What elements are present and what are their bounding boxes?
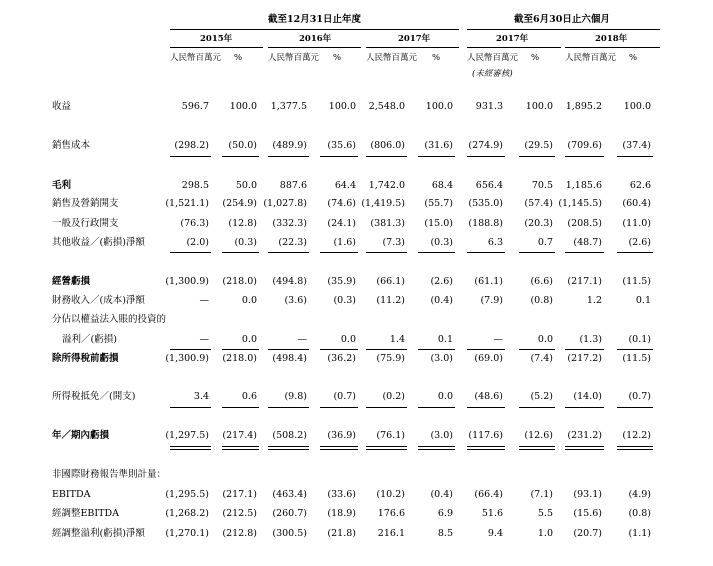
cell-r7-c1: 0.0 (241, 295, 257, 306)
cell-r9-c6: (69.0) (474, 353, 503, 364)
rule-after-other-3 (320, 252, 358, 253)
cell-r9-c2: (498.4) (272, 353, 307, 364)
col-amount-5: 人民幣百萬元 (565, 53, 617, 63)
rule-after-cost-7 (519, 156, 555, 157)
rule-double-top-0 (170, 446, 211, 447)
rule-after-cost-5 (418, 156, 455, 157)
year-rule-5 (565, 47, 660, 48)
cell-r13-c6: (66.4) (474, 489, 503, 500)
cell-r7-c9: 0.1 (635, 295, 651, 306)
year-rule-2 (268, 47, 361, 48)
cell-r1-c6: (274.9) (468, 140, 503, 151)
cell-r14-c0: (1,268.2) (165, 508, 209, 519)
row-label-adjusted-net: 經調整溢利(虧損)淨額 (52, 528, 145, 539)
rule-after-tax-4 (366, 407, 407, 408)
cell-r1-c9: (37.4) (622, 140, 651, 151)
cell-r8-c9: (0.1) (628, 334, 651, 345)
cell-r7-c2: (3.6) (284, 295, 307, 306)
year-header-2: 2016年 (299, 34, 332, 44)
cell-r11-c3: (36.9) (327, 430, 356, 441)
cell-r8-c2: — (297, 334, 307, 345)
rule-double-bottom-7 (519, 449, 555, 450)
cell-r15-c7: 1.0 (537, 528, 553, 539)
cell-r0-c7: 100.0 (525, 101, 553, 112)
cell-r15-c2: (300.5) (272, 528, 307, 539)
cell-r11-c2: (508.2) (272, 430, 307, 441)
cell-r14-c8: (15.6) (573, 508, 602, 519)
cell-r15-c1: (212.8) (222, 528, 257, 539)
cell-r8-c1: 0.0 (241, 334, 257, 345)
cell-r5-c8: (48.7) (573, 237, 602, 248)
col-pct-5: % (629, 53, 638, 63)
rule-after-share-9 (617, 349, 653, 350)
rule-after-cost-9 (617, 156, 653, 157)
cell-r2-c2: 887.6 (279, 180, 307, 191)
rule-after-share-8 (565, 349, 604, 350)
cell-r5-c9: (2.6) (628, 237, 651, 248)
rule-double-top-3 (320, 446, 358, 447)
cell-r14-c2: (260.7) (272, 508, 307, 519)
cell-r11-c6: (117.6) (468, 430, 503, 441)
cell-r1-c7: (29.5) (524, 140, 553, 151)
rule-after-tax-2 (268, 407, 309, 408)
cell-r9-c7: (7.4) (530, 353, 553, 364)
cell-r7-c7: (0.8) (530, 295, 553, 306)
cell-r15-c6: 9.4 (487, 528, 503, 539)
col-amount-4: 人民幣百萬元 (467, 53, 519, 63)
cell-r10-c3: (0.7) (333, 391, 356, 402)
cell-r15-c9: (1.1) (628, 528, 651, 539)
rule-double-bottom-6 (467, 449, 505, 450)
rule-after-cost-0 (170, 156, 211, 157)
row-label-finance-net: 財務收入／(成本)淨額 (52, 295, 145, 306)
col-amount-3: 人民幣百萬元 (366, 53, 418, 63)
cell-r14-c4: 176.6 (377, 508, 405, 519)
cell-r3-c2: (1,027.8) (263, 198, 307, 209)
year-header-5: 2018年 (595, 34, 628, 44)
cell-r0-c1: 100.0 (229, 101, 257, 112)
cell-r3-c1: (254.9) (222, 198, 257, 209)
rule-after-share-5 (418, 349, 455, 350)
rule-double-top-2 (268, 446, 309, 447)
cell-r6-c4: (66.1) (376, 276, 405, 287)
rule-double-top-5 (418, 446, 455, 447)
col-amount-1: 人民幣百萬元 (170, 53, 222, 63)
cell-r13-c2: (463.4) (272, 489, 307, 500)
cell-r3-c4: (1,419.5) (361, 198, 405, 209)
cell-r6-c6: (61.1) (474, 276, 503, 287)
col-pct-3: % (432, 53, 441, 63)
cell-r9-c8: (217.2) (567, 353, 602, 364)
cell-r1-c4: (806.0) (370, 140, 405, 151)
cell-r10-c0: 3.4 (193, 391, 209, 402)
year-rule-1 (170, 47, 263, 48)
rule-after-tax-9 (617, 407, 653, 408)
cell-r11-c0: (1,297.5) (165, 430, 209, 441)
rule-after-other-6 (467, 252, 505, 253)
cell-r8-c5: 0.1 (437, 334, 453, 345)
row-label-admin-expenses: 一般及行政開支 (52, 218, 119, 229)
header-group-annual: 截至12月31日止年度 (268, 14, 361, 25)
rule-after-tax-1 (222, 407, 259, 408)
cell-r9-c9: (11.5) (622, 353, 651, 364)
cell-r14-c1: (212.5) (222, 508, 257, 519)
header-rule-interim (467, 29, 660, 30)
col-amount-2: 人民幣百萬元 (268, 53, 320, 63)
rule-after-cost-8 (565, 156, 604, 157)
cell-r9-c5: (3.0) (430, 353, 453, 364)
year-header-4: 2017年 (496, 34, 529, 44)
cell-r3-c8: (1,145.5) (558, 198, 602, 209)
rule-after-share-0 (170, 349, 211, 350)
row-label-share-of-investments: 分佔以權益法入賬的投資的 (52, 314, 167, 325)
rule-after-share-4 (366, 349, 407, 350)
row-label-period-loss: 年／期內虧損 (52, 430, 110, 441)
cell-r6-c0: (1,300.9) (165, 276, 209, 287)
rule-double-top-6 (467, 446, 505, 447)
cell-r13-c9: (4.9) (628, 489, 651, 500)
cell-r8-c8: (1.3) (579, 334, 602, 345)
rule-after-other-4 (366, 252, 407, 253)
cell-r3-c3: (74.6) (327, 198, 356, 209)
cell-r10-c8: (14.0) (573, 391, 602, 402)
cell-r7-c3: (0.3) (333, 295, 356, 306)
cell-r9-c1: (218.0) (222, 353, 257, 364)
cell-r2-c0: 298.5 (181, 180, 209, 191)
cell-r10-c1: 0.6 (241, 391, 257, 402)
cell-r6-c5: (2.6) (430, 276, 453, 287)
cell-r11-c5: (3.0) (430, 430, 453, 441)
cell-r5-c4: (7.3) (382, 237, 405, 248)
cell-r1-c8: (709.6) (567, 140, 602, 151)
row-label-operating-loss: 經營虧損 (52, 276, 91, 287)
year-rule-3 (366, 47, 459, 48)
col-pct-2: % (333, 53, 342, 63)
row-label-other-gains: 其他收益／(虧損)淨額 (52, 237, 145, 248)
cell-r4-c0: (76.3) (180, 218, 209, 229)
cell-r6-c3: (35.9) (327, 276, 356, 287)
cell-r7-c5: (0.4) (430, 295, 453, 306)
rule-after-cost-2 (268, 156, 309, 157)
cell-r6-c2: (494.8) (272, 276, 307, 287)
cell-r7-c6: (7.9) (480, 295, 503, 306)
rule-double-top-7 (519, 446, 555, 447)
cell-r15-c0: (1,270.1) (165, 528, 209, 539)
cell-r0-c8: 1,895.2 (565, 101, 602, 112)
cell-r5-c7: 0.7 (537, 237, 553, 248)
cell-r14-c6: 51.6 (481, 508, 503, 519)
cell-r5-c5: (0.3) (430, 237, 453, 248)
cell-r3-c5: (55.7) (424, 198, 453, 209)
cell-r14-c5: 6.9 (437, 508, 453, 519)
cell-r2-c8: 1,185.6 (565, 180, 602, 191)
cell-r3-c7: (57.4) (524, 198, 553, 209)
rule-double-bottom-4 (366, 449, 407, 450)
col-pct-1: % (234, 53, 243, 63)
row-label-revenue: 收益 (52, 101, 72, 112)
cell-r13-c1: (217.1) (222, 489, 257, 500)
rule-after-share-7 (519, 349, 555, 350)
year-header-3: 2017年 (398, 34, 431, 44)
rule-double-bottom-0 (170, 449, 211, 450)
rule-after-tax-5 (418, 407, 455, 408)
rule-after-cost-6 (467, 156, 505, 157)
cell-r2-c3: 64.4 (334, 180, 356, 191)
cell-r1-c3: (35.6) (327, 140, 356, 151)
rule-after-share-6 (467, 349, 505, 350)
row-label-selling-expenses: 銷售及營銷開支 (52, 198, 119, 209)
cell-r15-c8: (20.7) (573, 528, 602, 539)
rule-after-cost-4 (366, 156, 407, 157)
cell-r2-c9: 62.6 (629, 180, 651, 191)
cell-r11-c8: (231.2) (567, 430, 602, 441)
cell-r9-c3: (36.2) (327, 353, 356, 364)
rule-after-share-1 (222, 349, 259, 350)
cell-r4-c7: (20.3) (524, 218, 553, 229)
rule-after-other-7 (519, 252, 555, 253)
cell-r10-c7: (5.2) (530, 391, 553, 402)
cell-r13-c3: (33.6) (327, 489, 356, 500)
row-label-income-tax: 所得稅抵免／(開支) (52, 391, 136, 402)
row-label-cost-of-sales: 銷售成本 (52, 140, 91, 151)
rule-double-bottom-8 (565, 449, 604, 450)
year-rule-4 (467, 47, 561, 48)
cell-r8-c0: — (199, 334, 209, 345)
cell-r13-c5: (0.4) (430, 489, 453, 500)
cell-r13-c0: (1,295.5) (165, 489, 209, 500)
cell-r10-c4: (0.2) (382, 391, 405, 402)
cell-r2-c5: 68.4 (431, 180, 453, 191)
row-label-share-of-investments-cont: 溢利／(虧損) (62, 334, 117, 345)
cell-r0-c3: 100.0 (328, 101, 356, 112)
rule-after-cost-3 (320, 156, 358, 157)
cell-r0-c9: 100.0 (623, 101, 651, 112)
cell-r10-c6: (48.6) (474, 391, 503, 402)
rule-after-other-5 (418, 252, 455, 253)
row-label-gross-profit: 毛利 (52, 180, 72, 191)
rule-after-tax-6 (467, 407, 505, 408)
cell-r4-c9: (11.0) (622, 218, 651, 229)
cell-r0-c6: 931.3 (475, 101, 503, 112)
cell-r13-c4: (10.2) (376, 489, 405, 500)
rule-after-other-1 (222, 252, 259, 253)
cell-r14-c7: 5.5 (537, 508, 553, 519)
cell-r11-c7: (12.6) (524, 430, 553, 441)
cell-r10-c9: (0.7) (628, 391, 651, 402)
cell-r1-c2: (489.9) (272, 140, 307, 151)
cell-r2-c4: 1,742.0 (368, 180, 405, 191)
cell-r6-c7: (6.6) (530, 276, 553, 287)
rule-double-bottom-2 (268, 449, 309, 450)
cell-r0-c4: 2,548.0 (368, 101, 405, 112)
cell-r4-c4: (381.3) (370, 218, 405, 229)
year-header-1: 2015年 (200, 34, 233, 44)
cell-r7-c0: — (199, 295, 209, 306)
row-label-adjusted-ebitda: 經調整EBITDA (52, 508, 119, 519)
rule-double-top-1 (222, 446, 259, 447)
cell-r4-c6: (188.8) (468, 218, 503, 229)
cell-r6-c8: (217.1) (567, 276, 602, 287)
cell-r4-c3: (24.1) (327, 218, 356, 229)
cell-r1-c1: (50.0) (228, 140, 257, 151)
rule-double-bottom-3 (320, 449, 358, 450)
col-pct-4: % (531, 53, 540, 63)
cell-r5-c0: (2.0) (186, 237, 209, 248)
cell-r1-c0: (298.2) (174, 140, 209, 151)
cell-r5-c6: 6.3 (487, 237, 503, 248)
rule-double-bottom-5 (418, 449, 455, 450)
cell-r15-c3: (21.8) (327, 528, 356, 539)
cell-r15-c5: 8.5 (437, 528, 453, 539)
cell-r14-c3: (18.9) (327, 508, 356, 519)
rule-double-bottom-9 (617, 449, 653, 450)
cell-r11-c4: (76.1) (376, 430, 405, 441)
cell-r8-c6: — (493, 334, 503, 345)
row-label-loss-before-tax: 除所得稅前虧損 (52, 353, 119, 364)
cell-r15-c4: 216.1 (377, 528, 405, 539)
cell-r5-c3: (1.6) (333, 237, 356, 248)
cell-r14-c9: (0.8) (628, 508, 651, 519)
cell-r10-c2: (9.8) (284, 391, 307, 402)
unaudited-note: (未經審核) (472, 69, 513, 79)
cell-r8-c4: 1.4 (389, 334, 405, 345)
rule-after-tax-8 (565, 407, 604, 408)
rule-after-tax-3 (320, 407, 358, 408)
cell-r3-c9: (60.4) (622, 198, 651, 209)
rule-after-cost-1 (222, 156, 259, 157)
rule-after-tax-0 (170, 407, 211, 408)
rule-after-other-9 (617, 252, 653, 253)
rule-double-top-8 (565, 446, 604, 447)
rule-after-share-3 (320, 349, 358, 350)
cell-r13-c8: (93.1) (573, 489, 602, 500)
cell-r7-c4: (11.2) (376, 295, 405, 306)
cell-r1-c5: (31.6) (424, 140, 453, 151)
rule-double-bottom-1 (222, 449, 259, 450)
header-group-interim: 截至6月30日止六個月 (514, 14, 610, 25)
rule-after-other-2 (268, 252, 309, 253)
cell-r5-c2: (22.3) (278, 237, 307, 248)
cell-r0-c0: 596.7 (181, 101, 209, 112)
cell-r2-c7: 70.5 (531, 180, 553, 191)
cell-r8-c3: 0.0 (340, 334, 356, 345)
cell-r3-c6: (535.0) (468, 198, 503, 209)
cell-r13-c7: (7.1) (530, 489, 553, 500)
rule-after-other-0 (170, 252, 211, 253)
rule-double-top-4 (366, 446, 407, 447)
rule-after-share-2 (268, 349, 309, 350)
cell-r5-c1: (0.3) (234, 237, 257, 248)
cell-r7-c8: 1.2 (586, 295, 602, 306)
cell-r4-c5: (15.0) (424, 218, 453, 229)
cell-r6-c9: (11.5) (622, 276, 651, 287)
rule-double-top-9 (617, 446, 653, 447)
cell-r2-c1: 50.0 (235, 180, 257, 191)
cell-r3-c0: (1,521.1) (165, 198, 209, 209)
rule-after-tax-7 (519, 407, 555, 408)
cell-r9-c0: (1,300.9) (165, 353, 209, 364)
cell-r6-c1: (218.0) (222, 276, 257, 287)
cell-r4-c8: (208.5) (567, 218, 602, 229)
header-rule-annual (170, 29, 459, 30)
cell-r10-c5: 0.0 (437, 391, 453, 402)
cell-r4-c2: (332.3) (272, 218, 307, 229)
cell-r9-c4: (75.9) (376, 353, 405, 364)
cell-r4-c1: (12.8) (228, 218, 257, 229)
row-label-non-ifrs: 非國際財務報告準則計量： (52, 469, 167, 480)
cell-r0-c2: 1,377.5 (270, 101, 307, 112)
rule-after-other-8 (565, 252, 604, 253)
cell-r11-c9: (12.2) (622, 430, 651, 441)
cell-r2-c6: 656.4 (475, 180, 503, 191)
row-label-ebitda: EBITDA (52, 489, 91, 500)
cell-r11-c1: (217.4) (222, 430, 257, 441)
cell-r0-c5: 100.0 (425, 101, 453, 112)
cell-r8-c7: 0.0 (537, 334, 553, 345)
